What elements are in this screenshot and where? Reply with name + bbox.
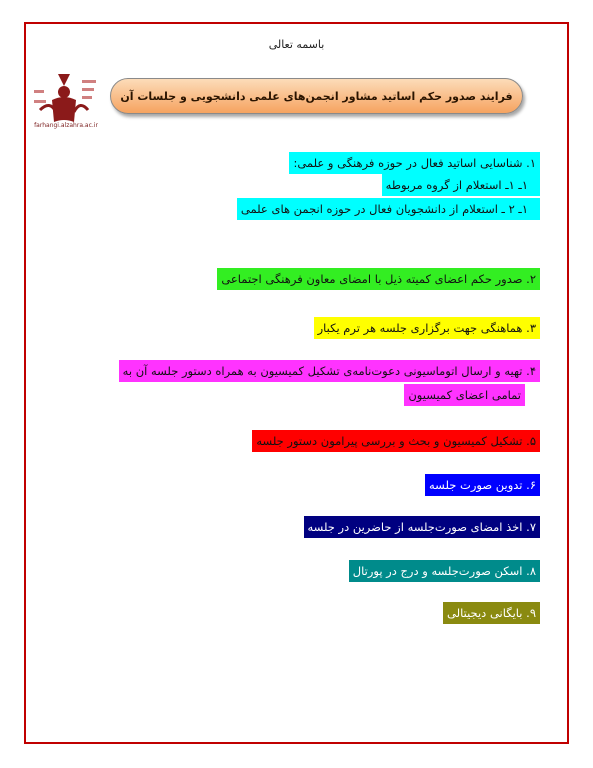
bismillah: باسمه تعالی	[268, 38, 325, 51]
page-title: فرایند صدور حکم اساتید مشاور انجمن‌های علمی دانشجویی و جلسات آن	[110, 78, 523, 114]
step-1-2: ۱ـ ۲ ـ استعلام از دانشجویان فعال در حوزه انجمن های علمی	[237, 198, 540, 220]
step-7: ۷. اخذ امضای صورت‌جلسه از حاضرین در جلسه	[304, 516, 540, 538]
logo-url: farhangi.alzahra.ac.ir	[34, 122, 98, 129]
step-5: ۵. تشکیل کمیسیون و بحث و بررسی پیرامون دستور جلسه	[252, 430, 540, 452]
step-4-line-1: ۴. تهیه و ارسال اتوماسیونی دعوت‌نامه‌ی تشکیل کمیسیون به همراه دستور جلسه آن به	[119, 360, 540, 382]
step-9: ۹. بایگانی دیجیتالی	[443, 602, 540, 624]
step-3: ۳. هماهنگی جهت برگزاری جلسه هر ترم یکبار	[314, 317, 540, 339]
step-2: ۲. صدور حکم اعضای کمیته ذیل با امضای معاون فرهنگی اجتماعی	[217, 268, 540, 290]
step-1-1: ۱ـ ۱ـ استعلام از گروه مربوطه	[382, 174, 540, 196]
step-6: ۶. تدوین صورت جلسه	[425, 474, 540, 496]
logo-emblem-icon	[30, 70, 100, 128]
page-border	[24, 22, 569, 744]
step-4-line-2: تمامی اعضای کمیسیون	[404, 384, 525, 406]
step-8: ۸. اسکن صورت‌جلسه و درج در پورتال	[349, 560, 540, 582]
step-1: ۱. شناسایی اساتید فعال در حوزه فرهنگی و علمی:	[289, 152, 540, 174]
